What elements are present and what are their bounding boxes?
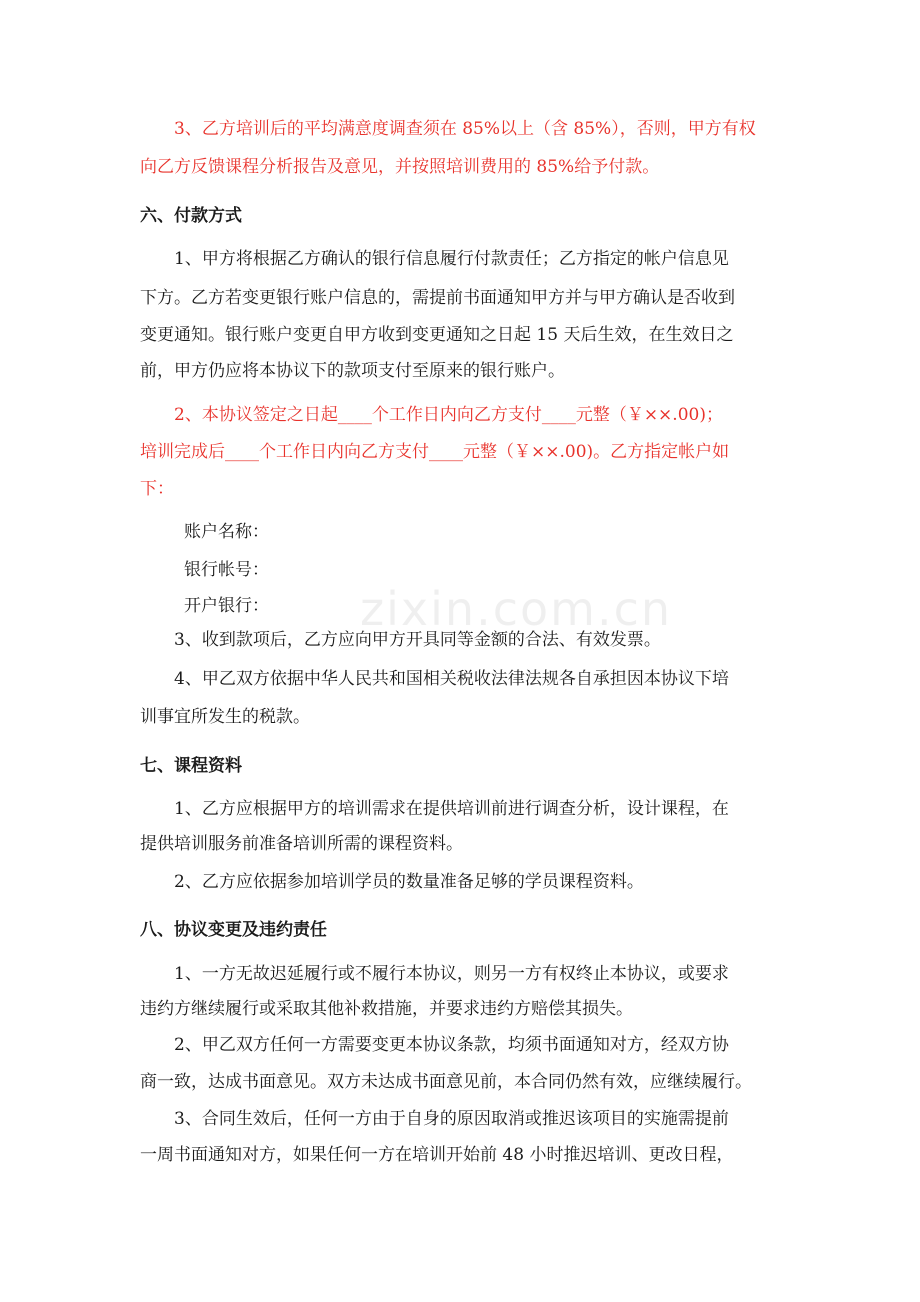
text-line: 违约方继续履行或采取其他补救措施，并要求违约方赔偿其损失。 <box>140 999 633 1019</box>
text-line: 培训完成后____个工作日内向乙方支付____元整（￥××.00)。乙方指定帐户如 <box>140 442 730 462</box>
section-heading: 六、付款方式 <box>140 206 242 226</box>
text-line: 1、甲方将根据乙方确认的银行信息履行付款责任；乙方指定的帐户信息见 <box>174 249 729 269</box>
text-line: 2、本协议签定之日起____个工作日内向乙方支付____元整（￥××.00)； <box>174 405 723 425</box>
text-line: 训事宜所发生的税款。 <box>140 707 310 727</box>
text-line: 2、乙方应依据参加培训学员的数量准备足够的学员课程资料。 <box>174 872 644 892</box>
text-line: 开户银行： <box>184 596 269 616</box>
text-line: 银行帐号： <box>184 560 269 580</box>
text-line: 向乙方反馈课程分析报告及意见，并按照培训费用的 85%给予付款。 <box>140 157 660 177</box>
text-line: 4、甲乙双方依据中华人民共和国相关税收法律法规各自承担因本协议下培 <box>174 669 729 689</box>
text-line: 2、甲乙双方任何一方需要变更本协议条款，均须书面通知对方，经双方协 <box>174 1035 729 1055</box>
section-heading: 七、课程资料 <box>140 756 242 776</box>
text-line: 前，甲方仍应将本协议下的款项支付至原来的银行账户。 <box>140 361 565 381</box>
text-line: 一周书面通知对方，如果任何一方在培训开始前 48 小时推迟培训、更改日程， <box>140 1145 734 1165</box>
text-line: 账户名称： <box>184 522 269 542</box>
text-line: 下： <box>140 479 174 499</box>
text-line: 商一致，达成书面意见。双方未达成书面意见前，本合同仍然有效，应继续履行。 <box>140 1072 752 1092</box>
watermark: zixin.com.cn <box>360 582 673 636</box>
section-heading: 八、协议变更及违约责任 <box>140 920 327 940</box>
text-line: 提供培训服务前准备培训所需的课程资料。 <box>140 834 463 854</box>
text-line: 3、乙方培训后的平均满意度调查须在 85%以上（含 85%），否则，甲方有权 <box>174 119 756 139</box>
text-line: 3、收到款项后，乙方应向甲方开具同等金额的合法、有效发票。 <box>174 630 661 650</box>
text-line: 变更通知。银行账户变更自甲方收到变更通知之日起 15 天后生效，在生效日之 <box>140 325 734 345</box>
text-line: 1、乙方应根据甲方的培训需求在提供培训前进行调查分析，设计课程，在 <box>174 799 729 819</box>
text-line: 下方。乙方若变更银行账户信息的，需提前书面通知甲方并与甲方确认是否收到 <box>140 288 735 308</box>
text-line: 3、合同生效后，任何一方由于自身的原因取消或推迟该项目的实施需提前 <box>174 1109 729 1129</box>
text-line: 1、一方无故迟延履行或不履行本协议，则另一方有权终止本协议，或要求 <box>174 964 729 984</box>
